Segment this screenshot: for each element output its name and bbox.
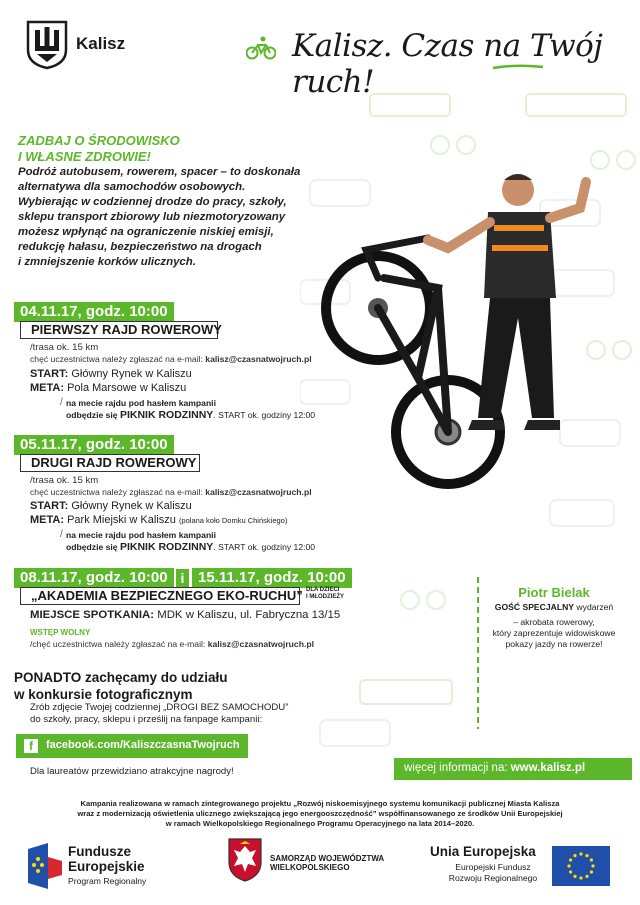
event2-name: DRUGI RAJD ROWEROWY (20, 454, 200, 472)
campaign-slogan: Kalisz. Czas na Twój ruch! (292, 28, 603, 100)
eu-logo-title: Unia Europejska (430, 844, 536, 859)
intro-title-line2: I WŁASNE ZDROWIE! (18, 149, 151, 164)
slogan-underline (492, 64, 544, 70)
facebook-icon: f (24, 739, 38, 753)
fe-logo-text: Fundusze Europejskie (68, 844, 145, 874)
intro-body-line: i zmniejszenie korków ulicznych. (18, 256, 196, 268)
event1-meta: META: Pola Marsowe w Kaliszu (30, 382, 187, 394)
website-link[interactable]: www.kalisz.pl (510, 762, 586, 774)
event3-email[interactable]: kalisz@czasnatwojruch.pl (207, 639, 314, 649)
event2-signup: chęć uczestnictwa należy zgłaszać na e-mail: kalisz@czasnatwojruch.pl (30, 487, 312, 497)
more-info-text: więcej informacji na: www.kalisz.pl (404, 762, 586, 774)
intro-body-line: Podróż autobusem, rowerem, spacer – to doskonała (18, 166, 301, 178)
fundusze-europejskie-logo (28, 843, 62, 889)
event1-picnic-line2: odbędzie się PIKNIK RODZINNY. START ok. godziny 12:00 (66, 409, 316, 421)
event1-slash: / (60, 397, 63, 408)
event1-signup: chęć uczestnictwa należy zgłaszać na e-mail: kalisz@czasnatwojruch.pl (30, 354, 312, 364)
intro-body-line: alternatywa dla samochodów osobowych. (18, 181, 246, 193)
guest-role: GOŚĆ SPECJALNY wydarzeń (494, 602, 614, 612)
event3-free-entry: WSTĘP WOLNY (30, 628, 91, 637)
event2-slash: / (60, 529, 63, 540)
event2-date: 05.11.17, godz. 10:00 (14, 435, 174, 455)
contest-prizes: Dla laureatów przewidziano atrakcyjne nagrody! (30, 766, 234, 777)
facebook-link[interactable]: facebook.com/KaliszczasnaTwojruch (46, 739, 240, 751)
wielkopolska-coat-of-arms-icon (228, 838, 262, 882)
event1-date: 04.11.17, godz. 10:00 (14, 302, 174, 322)
wielkopolska-logo-text: SAMORZĄD WOJEWÓDZTWA WIELKOPOLSKIEGO (270, 854, 385, 872)
funding-note: Kampania realizowana w ramach zintegrowanego projektu „Rozwój niskoemisyjnego systemu komunikacji publicznej Miasta Kalisza wraz z modernizacją oświetlenia ulicznego zwiększającą jego energooszczędność” współfinansowanego ze środków Unii Europejskiej w ramach Wielkopolskiego Regionalnego Programu Operacyjnego na lata 2014–2020. (77, 799, 563, 828)
kalisz-crest-icon (26, 20, 68, 70)
event1-email[interactable]: kalisz@czasnatwojruch.pl (205, 354, 312, 364)
bicycle-icon (246, 36, 276, 60)
event3-audience: DLA DZIECI I MŁODZIEŻY (306, 587, 344, 600)
contest-section (14, 669, 228, 703)
intro-body-line: sklepu transport zbiorowy lub niezmotoryzowany (18, 211, 286, 223)
special-guest-box (470, 577, 638, 729)
more-info-bar (394, 758, 632, 780)
logos-bar (0, 834, 640, 905)
guest-name: Piotr Bielak (518, 585, 590, 600)
event1-start: START: Główny Rynek w Kaliszu (30, 368, 192, 380)
event2-email[interactable]: kalisz@czasnatwojruch.pl (205, 487, 312, 497)
event1-name: PIERWSZY RAJD ROWEROWY (20, 321, 218, 339)
contest-title-line1: PONADTO zachęcamy do udziału (14, 670, 228, 685)
event3-date1: 08.11.17, godz. 10:00 (14, 568, 174, 588)
event2-start: START: Główny Rynek w Kaliszu (30, 500, 192, 512)
event2-picnic-line1: na mecie rajdu pod hasłem kampanii (66, 530, 216, 540)
event1-route: /trasa ok. 15 km (30, 342, 99, 353)
event2-meta: META: Park Miejski w Kaliszu (polana koło Domku Chińskiego) (30, 514, 288, 526)
event3-signup: /chęć uczestnictwa należy zgłaszać na e-mail: kalisz@czasnatwojruch.pl (30, 639, 314, 649)
cyclist-illustration (318, 168, 608, 498)
city-name: Kalisz (76, 34, 126, 53)
intro-body-line: Wybierając w codziennej drodze do pracy, szkoły, (18, 196, 287, 208)
event2-route: /trasa ok. 15 km (30, 475, 99, 486)
event3-date-separator: i (176, 569, 189, 587)
event3-name: „AKADEMIA BEZPIECZNEGO EKO-RUCHU” (20, 587, 300, 605)
event3-date2: 15.11.17, godz. 10:00 (192, 568, 352, 588)
event2-picnic-line2: odbędzie się PIKNIK RODZINNY. START ok. godziny 12:00 (66, 541, 316, 553)
header (0, 0, 640, 100)
fe-logo-subtitle: Program Regionalny (68, 876, 147, 886)
eu-flag-icon (552, 846, 610, 886)
event3-place: MIEJSCE SPOTKANIA: MDK w Kaliszu, ul. Fabryczna 13/15 (30, 609, 341, 621)
eu-logo-subtitle: Europejski Fundusz Rozwoju Regionalnego (448, 862, 538, 883)
contest-title-line2: w konkursie fotograficznym (14, 687, 193, 702)
intro-title-line1: ZADBAJ O ŚRODOWISKO (18, 133, 180, 148)
facebook-link-bar[interactable] (16, 734, 248, 758)
event1-picnic-line1: na mecie rajdu pod hasłem kampanii (66, 398, 216, 408)
contest-body: Zrób zdjęcie Twojej codziennej „DROGI BEZ SAMOCHODU” do szkoły, pracy, sklepu i prześlij na fanpage kampanii: (30, 702, 289, 725)
intro-body-line: możesz wpłynąć na ograniczenie niskiej emisji, (18, 226, 274, 238)
intro-section (18, 133, 348, 270)
guest-description: – akrobata rowerowy, który zaprezentuje widowiskowe pokazy jazdy na rowerze! (492, 617, 616, 649)
intro-body-line: redukcję hałasu, bezpieczeństwo na drogach (18, 241, 262, 253)
